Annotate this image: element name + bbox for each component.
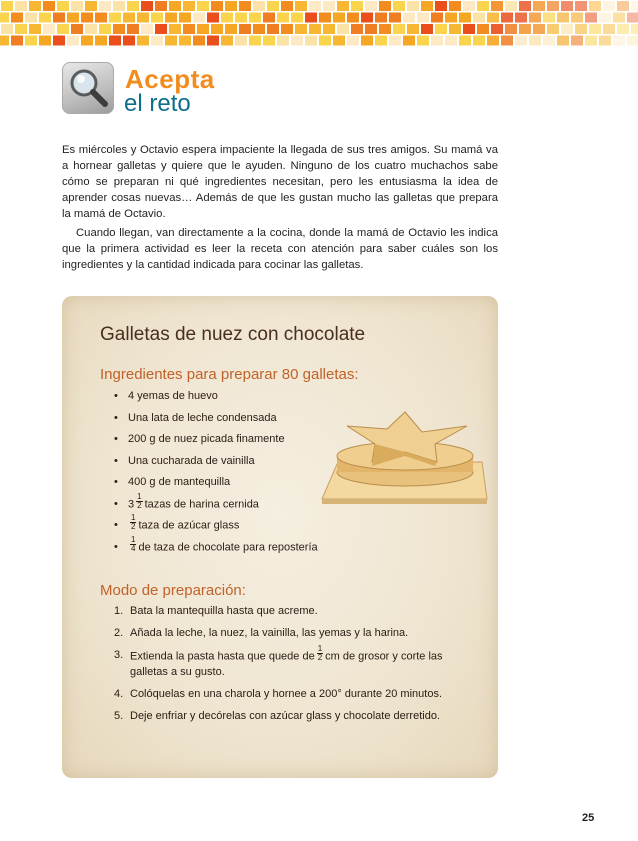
mosaic-tile [239, 1, 251, 11]
bullet-icon: • [114, 390, 118, 402]
step-text: Añada la leche, la nuez, la vainilla, las yemas y la harina. [130, 627, 409, 639]
mosaic-tile [403, 36, 415, 46]
ingredient-text: tazas de harina cernida [144, 497, 259, 510]
ingredient-fraction [130, 536, 136, 553]
mosaic-tile [11, 13, 23, 23]
mosaic-tile [249, 36, 261, 46]
mosaic-tile [123, 36, 135, 46]
mosaic-tile [505, 24, 517, 34]
mosaic-tile [477, 24, 489, 34]
mosaic-tile [141, 1, 153, 11]
mosaic-tile [445, 13, 457, 23]
mosaic-tile [235, 36, 247, 46]
mosaic-tile [95, 13, 107, 23]
mosaic-tile [109, 13, 121, 23]
mosaic-tile [291, 13, 303, 23]
mosaic-tile [67, 36, 79, 46]
mosaic-tile [155, 24, 167, 34]
mosaic-tile [25, 36, 37, 46]
ingredient-text: de taza de chocolate para repostería [138, 540, 318, 553]
preparation-step [114, 604, 474, 619]
mosaic-tile [571, 13, 583, 23]
mosaic-tile [533, 24, 545, 34]
mosaic-tile [501, 36, 513, 46]
mosaic-tile [85, 24, 97, 34]
ingredient-whole-number: 3 [128, 497, 135, 510]
mosaic-tile [627, 13, 638, 23]
mosaic-tile [459, 36, 471, 46]
mosaic-tile [127, 1, 139, 11]
ingredients-heading: Ingredientes para preparar 80 galletas: [100, 366, 359, 383]
mosaic-tile [487, 36, 499, 46]
mosaic-tile [585, 13, 597, 23]
mosaic-tile [99, 24, 111, 34]
mosaic-tile [561, 1, 573, 11]
mosaic-tile [81, 13, 93, 23]
mosaic-tile [477, 1, 489, 11]
mosaic-tile [253, 1, 265, 11]
mosaic-tile [459, 13, 471, 23]
mosaic-tile [575, 24, 587, 34]
mosaic-tile [417, 13, 429, 23]
mosaic-tile [309, 1, 321, 11]
mosaic-tile [211, 1, 223, 11]
page-number: 25 [582, 812, 595, 824]
intro-text [62, 142, 498, 273]
fraction-numerator: 1 [317, 644, 323, 653]
mosaic-tile [81, 36, 93, 46]
mosaic-tile [389, 36, 401, 46]
mosaic-tile [361, 36, 373, 46]
bullet-icon: • [114, 454, 118, 467]
recipe-card [62, 296, 498, 778]
preparation-step [114, 644, 474, 680]
mosaic-tile [57, 1, 69, 11]
mosaic-tile [407, 1, 419, 11]
mosaic-tile [491, 1, 503, 11]
ingredient-item [114, 431, 318, 453]
mosaic-tile [267, 1, 279, 11]
mosaic-tile [277, 36, 289, 46]
mosaic-tile [571, 36, 583, 46]
mosaic-tile [99, 1, 111, 11]
mosaic-tile [291, 36, 303, 46]
mosaic-tile [337, 24, 349, 34]
mosaic-tile [547, 1, 559, 11]
preparation-step [114, 626, 474, 641]
mosaic-tile [347, 36, 359, 46]
preparation-heading: Modo de preparación: [100, 582, 246, 599]
ingredient-item [114, 513, 318, 539]
mosaic-tile [613, 13, 625, 23]
bullet-icon: • [114, 497, 118, 510]
mosaic-tile [29, 24, 41, 34]
bullet-icon: • [114, 519, 118, 531]
ingredient-text: 200 g de nuez picada finamente [128, 433, 285, 445]
mosaic-tile [547, 24, 559, 34]
fraction-denominator: 2 [137, 500, 142, 510]
mosaic-tile [155, 1, 167, 11]
step-number: 3. [114, 649, 124, 661]
mosaic-tile [43, 1, 55, 11]
mosaic-tile [71, 24, 83, 34]
mosaic-tile [15, 24, 27, 34]
bullet-icon: • [114, 411, 118, 424]
mosaic-tile [501, 13, 513, 23]
mosaic-tile [435, 24, 447, 34]
mosaic-tile [221, 36, 233, 46]
mosaic-tile [603, 1, 615, 11]
mosaic-tile [543, 36, 555, 46]
mosaic-tile [263, 36, 275, 46]
mosaic-tile [557, 13, 569, 23]
mosaic-tile [393, 1, 405, 11]
mosaic-tile [179, 36, 191, 46]
mosaic-tile [71, 1, 83, 11]
mosaic-tile [1, 1, 13, 11]
mosaic-tile [519, 1, 531, 11]
mosaic-tile [281, 1, 293, 11]
mosaic-tile [375, 13, 387, 23]
bullet-icon: • [114, 433, 118, 445]
section-title-el-reto: el reto [124, 90, 191, 117]
mosaic-tile [631, 1, 638, 11]
mosaic-tile [137, 36, 149, 46]
ingredient-text: 4 yemas de huevo [128, 390, 218, 402]
mosaic-tile [407, 24, 419, 34]
mosaic-tile [361, 13, 373, 23]
ingredient-text: taza de azúcar glass [138, 519, 240, 532]
mosaic-tile [575, 1, 587, 11]
mosaic-pattern [0, 0, 638, 46]
ingredient-item [114, 453, 318, 475]
ingredient-fraction [136, 493, 142, 510]
mosaic-tile [15, 1, 27, 11]
mosaic-tile [473, 13, 485, 23]
mosaic-tile [1, 24, 13, 34]
ingredient-text: Una lata de leche condensada [128, 411, 277, 424]
mosaic-tile [589, 1, 601, 11]
step-number: 4. [114, 688, 124, 700]
mosaic-tile [183, 1, 195, 11]
magnifier-icon [62, 62, 114, 114]
mosaic-tile [127, 24, 139, 34]
mosaic-tile [305, 13, 317, 23]
mosaic-tile [347, 13, 359, 23]
mosaic-tile [445, 36, 457, 46]
mosaic-tile [557, 36, 569, 46]
mosaic-tile [421, 1, 433, 11]
mosaic-tile [221, 13, 233, 23]
fraction-denominator: 4 [131, 543, 136, 553]
mosaic-tile [379, 1, 391, 11]
mosaic-tile [365, 24, 377, 34]
ingredient-text: 400 g de mantequilla [128, 476, 231, 488]
mosaic-tile [151, 13, 163, 23]
mosaic-tile [599, 36, 611, 46]
mosaic-tile [351, 24, 363, 34]
mosaic-tile [519, 24, 531, 34]
fraction-denominator: 2 [317, 653, 323, 662]
mosaic-tile [543, 13, 555, 23]
mosaic-tile [25, 13, 37, 23]
mosaic-tile [253, 24, 265, 34]
mosaic-tile [193, 13, 205, 23]
mosaic-tile [389, 13, 401, 23]
bullet-icon: • [114, 476, 118, 488]
mosaic-tile [67, 13, 79, 23]
ingredient-fraction [130, 514, 136, 531]
mosaic-tile [421, 24, 433, 34]
step-text: Bata la mantequilla hasta que acreme. [130, 605, 318, 617]
ingredient-text: Una cucharada de vainilla [128, 454, 255, 467]
mosaic-tile [193, 36, 205, 46]
mosaic-tile [417, 36, 429, 46]
mosaic-tile [617, 24, 629, 34]
step-number: 2. [114, 627, 124, 639]
ingredient-item [114, 474, 318, 496]
mosaic-tile [165, 36, 177, 46]
ingredient-item [114, 388, 318, 410]
mosaic-tile [295, 24, 307, 34]
mosaic-tile [533, 1, 545, 11]
mosaic-tile [463, 24, 475, 34]
mosaic-tile [309, 24, 321, 34]
mosaic-tile [169, 24, 181, 34]
mosaic-tile [561, 24, 573, 34]
step-number: 5. [114, 710, 124, 722]
intro-paragraph-2: Cuando llegan, van directamente a la cocina, donde la mamá de Octavio les indica que la primera actividad es leer la receta con atención para saber cuáles son los ingredientes y la cantidad indicada para cocinar las galletas. [62, 227, 498, 271]
mosaic-tile [123, 13, 135, 23]
mosaic-tile [179, 13, 191, 23]
mosaic-tile [11, 36, 23, 46]
ingredient-item [114, 410, 318, 432]
mosaic-tile [365, 1, 377, 11]
step-text: Deje enfriar y decórelas con azúcar glass y chocolate derretido. [130, 710, 440, 722]
fraction-numerator: 1 [131, 534, 136, 544]
mosaic-tile [39, 36, 51, 46]
preparation-step [114, 709, 474, 724]
mosaic-tile [515, 13, 527, 23]
mosaic-tile [487, 13, 499, 23]
mosaic-tile [379, 24, 391, 34]
mosaic-tile [85, 1, 97, 11]
ingredient-item [114, 534, 318, 561]
step-text: Extienda la pasta hasta que quede de [130, 650, 315, 663]
preparation-steps [114, 604, 474, 731]
mosaic-tile [613, 36, 625, 46]
step-text: cm de grosor y corte las galletas a su gusto. [130, 650, 443, 678]
mosaic-tile [281, 24, 293, 34]
mosaic-tile [169, 1, 181, 11]
mosaic-tile [53, 36, 65, 46]
recipe-title: Galletas de nuez con chocolate [100, 324, 366, 345]
mosaic-tile [435, 1, 447, 11]
mosaic-tile [449, 24, 461, 34]
ingredients-list [114, 388, 318, 560]
mosaic-tile [267, 24, 279, 34]
mosaic-tile [113, 24, 125, 34]
fraction-numerator: 1 [131, 513, 136, 522]
mosaic-tile [323, 1, 335, 11]
mosaic-tile [473, 36, 485, 46]
mosaic-tile [627, 36, 638, 46]
mosaic-tile [277, 13, 289, 23]
mosaic-tile [491, 24, 503, 34]
mosaic-tile [319, 13, 331, 23]
mosaic-tile [589, 24, 601, 34]
mosaic-tile [403, 13, 415, 23]
mosaic-tile [141, 24, 153, 34]
mosaic-tile [0, 13, 9, 23]
mosaic-tile [305, 36, 317, 46]
fraction-denominator: 2 [131, 522, 136, 531]
mosaic-tile [323, 24, 335, 34]
cookie-illustration [317, 404, 492, 514]
fraction-numerator: 1 [137, 491, 142, 501]
mosaic-tile [0, 36, 9, 46]
mosaic-tile [29, 1, 41, 11]
mosaic-tile [319, 36, 331, 46]
mosaic-tile [249, 13, 261, 23]
mosaic-tile [603, 24, 615, 34]
preparation-step [114, 687, 474, 702]
mosaic-tile [207, 13, 219, 23]
mosaic-tile [235, 13, 247, 23]
mosaic-tile [95, 36, 107, 46]
mosaic-tile [43, 24, 55, 34]
mosaic-tile [449, 1, 461, 11]
mosaic-header-band [0, 0, 638, 46]
mosaic-tile [263, 13, 275, 23]
bullet-icon: • [114, 540, 118, 553]
mosaic-tile [211, 24, 223, 34]
mosaic-tile [197, 1, 209, 11]
mosaic-tile [337, 1, 349, 11]
mosaic-tile [463, 1, 475, 11]
mosaic-tile [515, 36, 527, 46]
mosaic-tile [393, 24, 405, 34]
mosaic-tile [137, 13, 149, 23]
intro-paragraph-1: Es miércoles y Octavio espera impaciente la llegada de sus tres amigos. Su mamá va a hornear galletas y quiere que le ayuden. Ninguno de los cuatro muchachos sabe cómo se preparan ni qué ingredientes necesitan, pero les entusiasma la idea de aprender cosas nuevas… Además de que les gustan mucho las galletas que prepara la mamá de Octavio. [62, 144, 498, 220]
mosaic-tile [239, 24, 251, 34]
mosaic-tile [599, 13, 611, 23]
mosaic-tile [295, 1, 307, 11]
mosaic-tile [225, 24, 237, 34]
mosaic-tile [333, 36, 345, 46]
step-number: 1. [114, 605, 124, 617]
step-fraction [317, 645, 323, 662]
mosaic-tile [529, 13, 541, 23]
step-text: Colóquelas en una charola y hornee a 200° durante 20 minutos. [130, 688, 443, 700]
mosaic-tile [375, 36, 387, 46]
mosaic-tile [207, 36, 219, 46]
mosaic-tile [225, 1, 237, 11]
mosaic-tile [197, 24, 209, 34]
section-title-acepta: Acepta [125, 64, 215, 94]
mosaic-tile [39, 13, 51, 23]
mosaic-tile [53, 13, 65, 23]
mosaic-tile [585, 36, 597, 46]
ingredient-item [114, 491, 318, 518]
mosaic-tile [631, 24, 638, 34]
mosaic-tile [109, 36, 121, 46]
mosaic-tile [165, 13, 177, 23]
mosaic-tile [617, 1, 629, 11]
mosaic-tile [113, 1, 125, 11]
mosaic-tile [151, 36, 163, 46]
mosaic-tile [505, 1, 517, 11]
mosaic-tile [183, 24, 195, 34]
mosaic-tile [431, 13, 443, 23]
mosaic-tile [529, 36, 541, 46]
mosaic-tile [431, 36, 443, 46]
mosaic-tile [57, 24, 69, 34]
mosaic-tile [351, 1, 363, 11]
mosaic-tile [333, 13, 345, 23]
